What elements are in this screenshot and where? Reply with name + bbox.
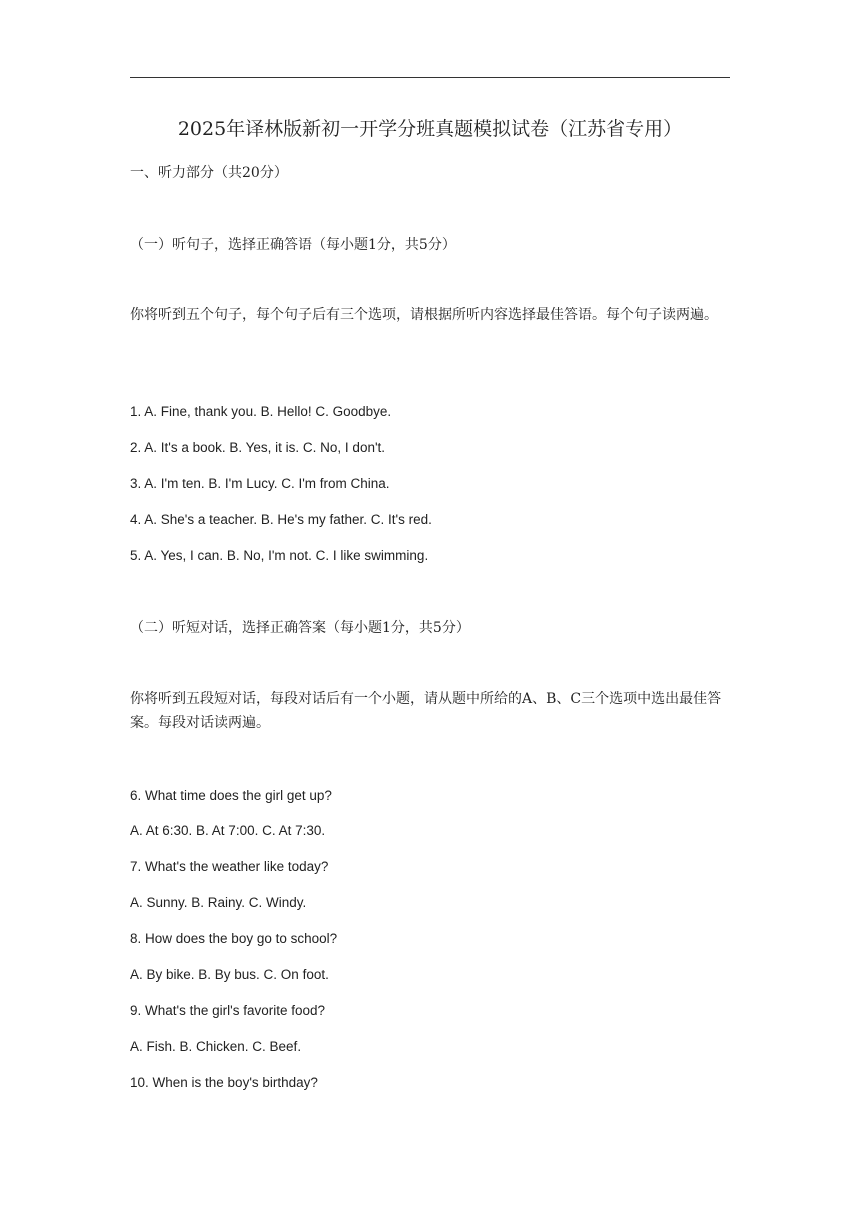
question-item-5: 5. A. Yes, I can. B. No, I'm not. C. I like swimming. <box>130 548 429 563</box>
question-8: 8. How does the boy go to school? <box>130 931 338 946</box>
part1-heading: （一）听句子，选择正确答语（每小题1分，共5分） <box>130 237 456 253</box>
question-8-options: A. By bike. B. By bus. C. On foot. <box>130 967 329 982</box>
question-9-options: A. Fish. B. Chicken. C. Beef. <box>130 1039 302 1054</box>
header-rule <box>130 77 730 78</box>
section-heading-listening: 一、听力部分（共20分） <box>130 165 288 181</box>
question-item-2: 2. A. It's a book. B. Yes, it is. C. No, I don't. <box>130 440 386 455</box>
part2-heading: （二）听短对话，选择正确答案（每小题1分，共5分） <box>130 620 470 636</box>
question-7: 7. What's the weather like today? <box>130 859 329 874</box>
question-9: 9. What's the girl's favorite food? <box>130 1003 325 1018</box>
question-6-options: A. At 6:30. B. At 7:00. C. At 7:30. <box>130 823 326 838</box>
question-10: 10. When is the boy's birthday? <box>130 1075 318 1090</box>
part1-instruction: 你将听到五个句子，每个句子后有三个选项，请根据所听内容选择最佳答语。每个句子读两遍。 <box>130 307 718 323</box>
question-6: 6. What time does the girl get up? <box>130 788 332 803</box>
question-item-1: 1. A. Fine, thank you. B. Hello! C. Goodbye. <box>130 404 392 419</box>
question-item-3: 3. A. I'm ten. B. I'm Lucy. C. I'm from China. <box>130 476 390 491</box>
question-item-4: 4. A. She's a teacher. B. He's my father. C. It's red. <box>130 512 432 527</box>
page-title: 2025年译林版新初一开学分班真题模拟试卷（江苏省专用） <box>177 118 683 140</box>
question-7-options: A. Sunny. B. Rainy. C. Windy. <box>130 895 307 910</box>
part2-instruction: 你将听到五段短对话，每段对话后有一个小题，请从题中所给的A、B、C三个选项中选出最佳答案。每段对话读两遍。 <box>130 691 722 731</box>
